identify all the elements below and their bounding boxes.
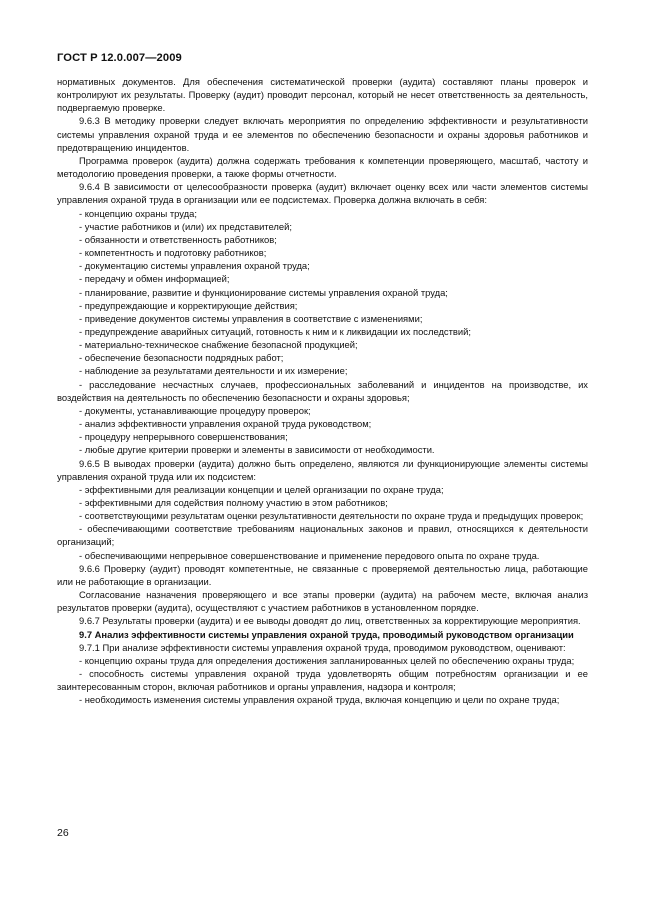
page-number: 26 (57, 827, 69, 839)
list-item: - обеспечение безопасности подрядных работ; (79, 352, 284, 364)
paragraph: 9.6.6 Проверку (аудит) проводят компетентные, не связанные с проверяемой деятельностью лица, работающие или не работающие в организации. (57, 562, 588, 587)
paragraph: 9.7.1 При анализе эффективности системы управления охраной труда, проводимом руководством, оценивают: (79, 641, 566, 653)
paragraph: нормативных документов. Для обеспечения систематической проверки (аудита) составляют планы проверок и контролируют их результаты. Проверку (аудит) проводит персонал, который не несет ответственность за деятельность, подвергаемую проверке. (57, 76, 588, 114)
list-item: - соответствующими результатам оценки результативности деятельности по охране труда и предыдущих проверок; (79, 510, 584, 522)
list-item: - передачу и обмен информацией; (79, 273, 230, 285)
list-item: - эффективными для содействия полному участию в этом работников; (79, 497, 388, 508)
paragraph: Программа проверок (аудита) должна содержать требования к компетенции проверяющего, масштаб, частоту и методологию проведения проверки, а также формы отчетности. (57, 154, 588, 180)
paragraph: 9.6.3 В методику проверки следует включать мероприятия по определению эффективности и результативности системы управления охраной труда и ее элементов по обеспечению безопасности и охраны здоровья работников и предотвращению инцидентов. (57, 115, 588, 153)
paragraph: 9.6.5 В выводах проверки (аудита) должно быть определено, являются ли функционирующие элементы системы управления охраной труда или их подсистем: (57, 457, 588, 482)
list-item: - предупреждающие и корректирующие действия; (79, 299, 298, 311)
list-item: - любые другие критерии проверки и элементы в зависимости от необходимости. (79, 444, 435, 456)
list-item: - процедуру непрерывного совершенствования; (79, 431, 288, 443)
list-item: - участие работников и (или) их представителей; (79, 220, 292, 232)
list-item: - обеспечивающими соответствие требованиям национальных законов и правил, относящихся к деятельности организаций; (57, 523, 588, 548)
list-item: - необходимость изменения системы управления охраной труда, включая концепцию и цели по охране труда; (79, 694, 560, 706)
list-item: - обязанности и ответственность работников; (79, 233, 277, 245)
list-item: - обеспечивающими непрерывное совершенствование и применение передового опыта по охране труда. (79, 549, 540, 561)
paragraph: 9.6.4 В зависимости от целесообразности проверка (аудит) включает оценку всех или части элементов системы управления охраной труда в организации или ее подсистемах. Проверка должна включать в себя: (57, 181, 588, 206)
list-item: - эффективными для реализации концепции и целей организации по охране труда; (79, 483, 444, 495)
list-item: - расследование несчастных случаев, профессиональных заболеваний и инцидентов на производстве, их воздействия на деятельность по обеспечению безопасности и охраны здоровья; (57, 378, 588, 403)
paragraph: 9.6.7 Результаты проверки (аудита) и ее выводы доводят до лиц, ответственных за корректирующие мероприятия. (79, 615, 581, 627)
list-item: - материально-техническое снабжение безопасной продукцией; (79, 339, 358, 351)
paragraph: Согласование назначения проверяющего и все этапы проверки (аудита) на рабочем месте, включая анализ результатов проверки (аудита), осуществляют с участием работников в установленном порядке. (57, 589, 588, 614)
list-item: - способность системы управления охраной труда удовлетворять общим потребностям организации и ее заинтересованным сторон, включая работников и органы управления, надзора и контроля; (57, 668, 588, 693)
list-item: - компетентность и подготовку работников; (79, 247, 267, 259)
list-item: - наблюдение за результатами деятельности и их измерение; (79, 365, 348, 377)
list-item: - предупреждение аварийных ситуаций, готовность к ним и к ликвидации их последствий; (79, 325, 471, 337)
section-heading: 9.7 Анализ эффективности системы управления охраной труда, проводимый руководством организации (79, 628, 574, 640)
list-item: - приведение документов системы управления в соответствие с изменениями; (79, 312, 423, 324)
list-item: - документы, устанавливающие процедуру проверок; (79, 404, 311, 416)
document-header: ГОСТ Р 12.0.007—2009 (57, 52, 182, 64)
list-item: - концепцию охраны труда; (79, 207, 197, 219)
list-item: - планирование, развитие и функционирование системы управления охраной труда; (79, 286, 448, 298)
document-body (57, 75, 588, 707)
list-item: - анализ эффективности управления охраной труда руководством; (79, 418, 372, 430)
list-item: - концепцию охраны труда для определения достижения запланированных целей по обеспечению охраны труда; (79, 654, 575, 666)
list-item: - документацию системы управления охраной труда; (79, 260, 310, 272)
